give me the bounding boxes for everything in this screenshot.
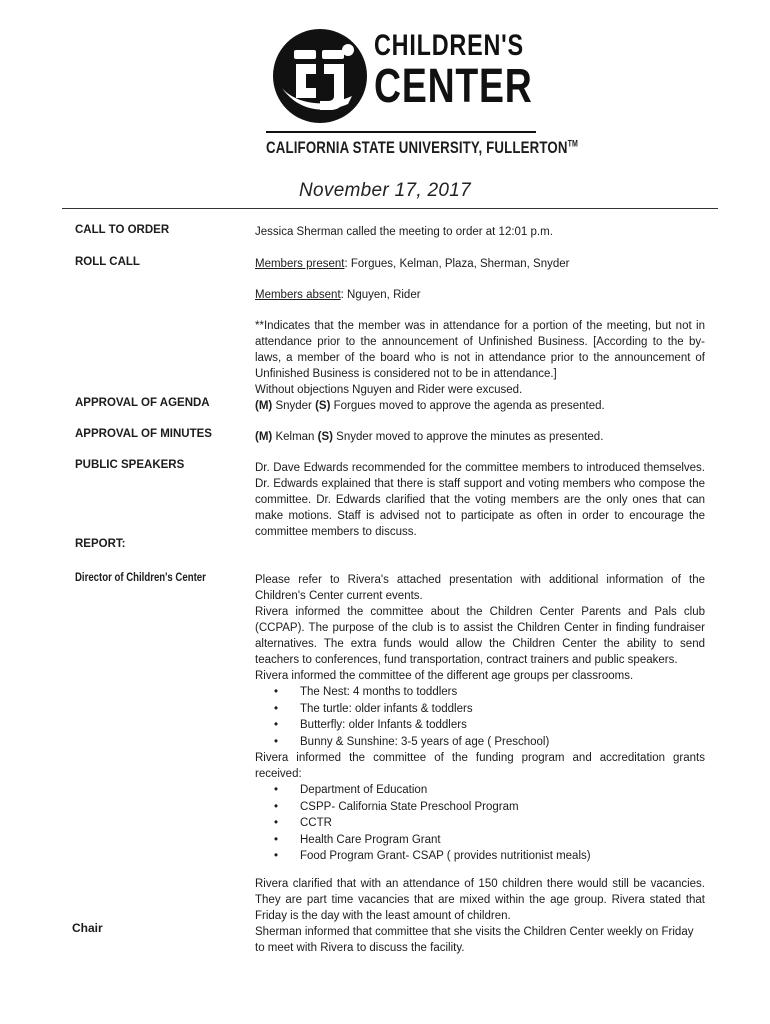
approval-agenda-text bbox=[255, 398, 705, 414]
members-absent bbox=[255, 287, 705, 303]
university-text: CALIFORNIA STATE UNIVERSITY, FULLERTON bbox=[266, 138, 568, 157]
director-paragraph: Please refer to Rivera's attached presentation with additional information of the Children's Center current events. bbox=[255, 574, 705, 602]
director-label: Director of Children's Center bbox=[75, 570, 206, 584]
members-absent-names: : Nguyen, Rider bbox=[340, 289, 421, 301]
list-item: • The Nest: 4 months to toddlers bbox=[255, 684, 705, 701]
logo-line-center: CENTER bbox=[374, 60, 533, 113]
members-present-names: : Forgues, Kelman, Plaza, Sherman, Snyder bbox=[344, 258, 570, 270]
director-report bbox=[255, 572, 705, 865]
members-present bbox=[255, 256, 705, 272]
second-marker: (S) bbox=[317, 431, 333, 443]
list-item: • Health Care Program Grant bbox=[255, 832, 705, 849]
logo-divider bbox=[266, 131, 536, 133]
list-item: • Food Program Grant- CSAP ( provides nutritionist meals) bbox=[255, 848, 705, 865]
members-absent-label: Members absent bbox=[255, 289, 341, 301]
list-item: • Bunny & Sunshine: 3-5 years of age ( Preschool) bbox=[255, 734, 705, 751]
approval-minutes-text bbox=[255, 429, 705, 445]
motion-marker: (M) bbox=[255, 431, 273, 443]
logo-wordmark bbox=[374, 30, 533, 112]
excused-note: Without objections Nguyen and Rider were excused. bbox=[255, 384, 523, 396]
age-groups-list bbox=[255, 684, 705, 750]
list-item: • The turtle: older infants & toddlers bbox=[255, 701, 705, 718]
vacancies-paragraph: Rivera clarified that with an attendance of 150 children there would still be vacancies. They are part time vacancies that are mixed within the age group. Rivera stated that Friday is the day with the least amount of children. bbox=[255, 878, 705, 922]
logo-line-childrens: CHILDREN'S bbox=[374, 29, 524, 62]
members-present-label: Members present bbox=[255, 258, 345, 270]
list-item: • Department of Education bbox=[255, 782, 705, 799]
university-name bbox=[266, 138, 578, 158]
chair-label: Chair bbox=[72, 921, 103, 935]
second-text: Snyder moved to approve the minutes as presented. bbox=[332, 431, 604, 443]
director-paragraph: Rivera informed the committee of the funding program and accreditation grants received: bbox=[255, 752, 705, 780]
public-speakers-text: Dr. Dave Edwards recommended for the committee members to introduced themselves. Dr. Edwards explained that there is staff support and voting members who compose the committee. Dr. Edwards clarified that the voting members are the only ones that can make motions. Staff is advised not to participate as often in order to encourage the committee members to discuss. bbox=[255, 462, 705, 538]
meeting-date: November 17, 2017 bbox=[299, 180, 471, 201]
second-marker: (S) bbox=[315, 400, 331, 412]
report-label: REPORT: bbox=[75, 538, 126, 550]
approval-minutes-label: APPROVAL OF MINUTES bbox=[75, 428, 212, 440]
childrens-center-logo bbox=[272, 28, 368, 124]
second-text: Forgues moved to approve the agenda as presented. bbox=[330, 400, 605, 412]
roll-call-label: ROLL CALL bbox=[75, 256, 140, 268]
call-to-order-label: CALL TO ORDER bbox=[75, 224, 170, 236]
list-item: • Butterfly: older Infants & toddlers bbox=[255, 717, 705, 734]
motion-name: Snyder bbox=[272, 400, 316, 412]
date-divider bbox=[62, 208, 718, 209]
list-item: • CCTR bbox=[255, 815, 705, 832]
call-to-order-text: Jessica Sherman called the meeting to order at 12:01 p.m. bbox=[255, 226, 553, 238]
public-speakers-label: PUBLIC SPEAKERS bbox=[75, 459, 185, 471]
motion-name: Kelman bbox=[272, 431, 318, 443]
funding-list bbox=[255, 782, 705, 865]
attendance-note: **Indicates that the member was in attendance for a portion of the meeting, but not in attendance prior to the announcement of Unfinished Business. [According to the by-laws, a member of the board who is not in attendance prior to the announcement of Unfinished Business is considered not to be in attendance.] bbox=[255, 320, 705, 380]
approval-agenda-label: APPROVAL OF AGENDA bbox=[75, 397, 210, 409]
director-paragraph: Rivera informed the committee about the Children Center Parents and Pals club (CCPAP). The purpose of the club is to assist the Children Center in finding fundraiser alternatives. The extra funds would allow the Children Center the ability to send teachers to conferences, fund transportation, contract trainers and public speakers. bbox=[255, 606, 705, 666]
chair-text: Sherman informed that committee that she visits the Children Center weekly on Friday to meet with Rivera to discuss the facility. bbox=[255, 926, 694, 954]
trademark-mark: TM bbox=[567, 138, 579, 149]
motion-marker: (M) bbox=[255, 400, 273, 412]
director-paragraph: Rivera informed the committee of the different age groups per classrooms. bbox=[255, 670, 634, 682]
list-item: • CSPP- California State Preschool Program bbox=[255, 799, 705, 816]
